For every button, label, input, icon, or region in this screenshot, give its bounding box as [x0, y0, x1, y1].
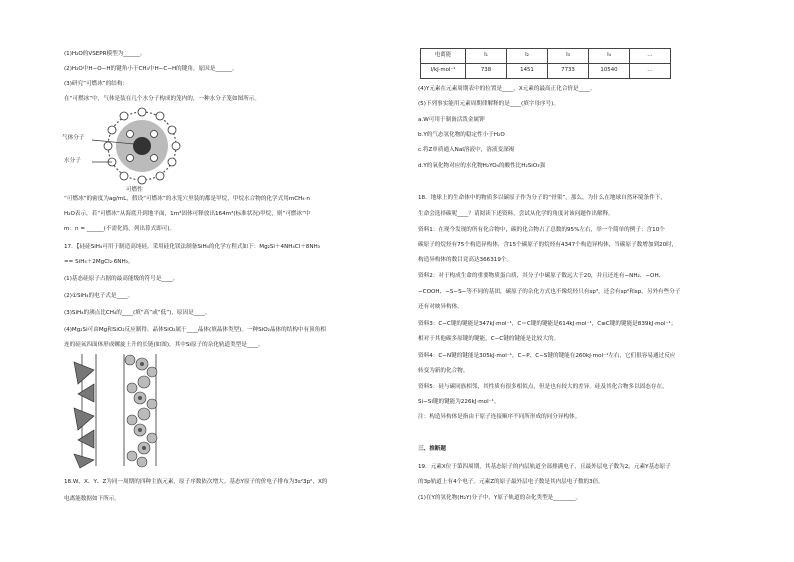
water-molecule-label: 水分子: [64, 158, 81, 164]
table-cell: I/kJ·mol⁻¹: [421, 64, 466, 79]
figure-caption: 可燃性: [126, 187, 143, 193]
question-line: (5)下列事实能用元素周期律解释的是____(填字母序号)。: [418, 101, 559, 107]
material-line: 资料4：C−N键的键能是305kJ·mol⁻¹，C−P、C−S键的键能在260kJ·mol⁻¹左右，它们很容易通过反应: [418, 353, 676, 359]
question-line: 19．元素X位于第四周期，其基态原子的内层轨道全部排满电子，且最外层电子数为2。元素Y基态原子: [418, 464, 671, 470]
table-row: [421, 49, 671, 64]
silica-helix-diagram: [64, 350, 184, 470]
material-line: 相对于其他碳多原键的键能，C−C键的键能是比较大的。: [418, 336, 560, 342]
sio2-helix-figure: [64, 350, 184, 470]
option-line: d.Y的氧化物对应的水化物H₂YO₄的酸性比H₂SiO₃强: [418, 163, 546, 169]
table-cell: 1451: [507, 64, 548, 79]
material-line: 资料1：在现今发现的所有化合物中，碳的化合物占了总数的95%左右，举一个简单的例子：含10个: [418, 227, 665, 233]
question-line: 的3p轨道上有4个电子。元素Z的原子最外层电子数是其内层电子数的3倍。: [418, 479, 604, 485]
question-line: m：n = ______(不需化简，列出算式即可)。: [64, 226, 176, 232]
material-line: 碳原子的烷烃有75个构造异构体，含15个碳原子的烷烃有4347个构造异构体，当碳原子数增加到20时，: [418, 242, 678, 248]
question-line: “可燃冰”的密度为ag/mL，假设“可燃冰”的水笼穴里装的都是甲烷，甲烷水合物的化学式用mCH₄·n: [64, 196, 310, 202]
question-line: H₂O表示，若“可燃冰”从海底升到地平面，1m³固体可释放出164m³(标准状况)甲烷，则“可燃冰”中: [64, 211, 311, 217]
table-cell: 10540: [589, 64, 630, 79]
option-line: c.将Z单质通入NaI溶液中，溶液变深褐: [418, 147, 515, 153]
gas-molecule-label: 气体分子: [62, 135, 85, 141]
table-cell: …: [630, 64, 671, 79]
table-row: [421, 64, 671, 79]
question-line: (2)①SiH₄的电子式是____。: [64, 293, 134, 299]
material-line: −COOH、−S−S−等不同的基团，碳原子的杂化方式也不像烷烃只有sp³，还会有sp²和sp，另外有些分子: [418, 289, 681, 295]
material-line: 资料5：硅与碳同族相邻，其性质有很多相似点，但是也有较大的差异。硅及其化合物多以固态存在，: [418, 384, 668, 390]
question-line: (4)Y元素在元素周期表中的位置是____，X元素的最高正化合价是____。: [418, 86, 596, 92]
question-line: (1)H₂O的VSEPR模型为______。: [64, 51, 146, 57]
material-line: 资料2：对于构成生命的重要物质蛋白质，其分子中碳原子数远大于20，并且还连有−NH₂、−OH、: [418, 273, 665, 279]
question-line: (3)研究“可燃冰”的结构：: [64, 81, 129, 87]
material-line: 构造异构体的数目竟高达366319个。: [418, 257, 513, 263]
question-line: 电离能数据如下所示。: [64, 496, 120, 502]
table-cell: …: [630, 49, 671, 64]
question-line: (4)Mg₂Si可由Mg和SiO₂反应制得。晶体SiO₂属于____晶体(填晶体类型)。一种SiO₂晶体的结构中有顶角相: [64, 327, 326, 333]
question-line: 18．地球上的生命体中的物质多以碳原子作为分子的“骨架”，那么，为什么在地球自然环境条件下，: [418, 195, 666, 201]
section-heading: 三、推断题: [418, 446, 446, 452]
material-line: 还有对映异构体。: [418, 304, 463, 310]
table-cell: I₄: [589, 49, 630, 64]
material-line: 资料3：C−C键的键能是347kJ·mol⁻¹，C＝C键的键能是614kJ·mol⁻¹，C≡C键的键能是839kJ·mol⁻¹；: [418, 321, 677, 327]
option-line: a.W可用于制备活泼金属钾: [418, 117, 485, 123]
table-cell: 7733: [548, 64, 589, 79]
note-line: 注：构造异构体是指由于原子连接顺序不同所形成的同分异构体。: [418, 414, 581, 420]
question-line: (3)SiH₄的沸点比CH₄的____(填“高”或“低”)，原因是____。: [64, 310, 211, 316]
question-line: (1)基态硅原子占据的最高能级的符号是____。: [64, 276, 179, 282]
table-cell: 电离能: [421, 49, 466, 64]
question-line: 生命会选择碳呢____？请阅读下述资料，尝试从化学的角度对该问题作出解释。: [418, 211, 614, 217]
table-cell: I₁: [466, 49, 507, 64]
question-line: (1)在Y的氢化物(H₂Y)分子中，Y原子轨道的杂化类型是________。: [418, 495, 582, 501]
table-cell: I₂: [507, 49, 548, 64]
material-line: Si−Si键的键能为226kJ·mol⁻¹。: [418, 399, 500, 405]
ionization-energy-table: [420, 48, 671, 79]
table-cell: I₃: [548, 49, 589, 64]
question-line: == SiH₄＋2MgCl₂·6NH₃。: [64, 259, 134, 265]
question-line: 连的硅氧四面体形成螺旋上升的长链(如图)，其中Si原子的杂化轨道类型是____。: [64, 342, 264, 348]
question-line: (2)H₂O中H−O−H的键角小于CH₄中H−C−H的键角，原因是______。: [64, 66, 238, 72]
question-line: 在“可燃冰”中，气体是装在几个水分子构成的笼内的，一种水分子笼如图所示。: [64, 96, 260, 102]
question-line: 17．【硅硅SiH₄可用于制造高纯硅。采用硅化镁法制备SiH₄的化学方程式如下：Mg₂Si＋4NH₄Cl＋8NH₃: [64, 244, 320, 250]
option-line: b.Y的气态氢化物的稳定性小于H₂O: [418, 132, 505, 138]
table-cell: 738: [466, 64, 507, 79]
question-line: 18.W、X、Y、Z为同一周期的四种主族元素，原子序数依次增大。基态Y原子的价电子排布为3s²3p²，X的: [64, 479, 328, 485]
material-line: 转变为新的化合物。: [418, 368, 469, 374]
